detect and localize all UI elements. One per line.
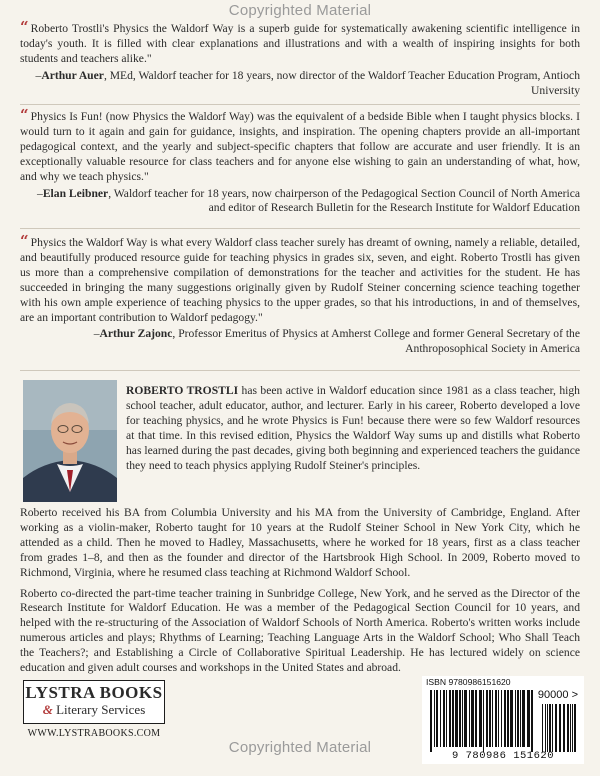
ean-digits: 9 780986 151620 [451,750,554,762]
author-portrait-image [23,380,117,502]
testimonial-quote [20,20,580,99]
testimonial-quote [20,108,580,216]
divider [20,370,580,371]
watermark-bottom: Copyrighted Material [228,739,372,756]
publisher-url: WWW.LYSTRABOOKS.COM [27,728,161,739]
quote-text: “ Physics Is Fun! (now Physics the Waldorf Way) was the equivalent of a bedside Bible when I taught physics blocks. I would turn to it again and gain for guidance, insights, and inspiration. The opening chapters provide an all-important pedagogical context, and the yearly and subject-specific chapters that follow are accurate and user friendly. It is an exceptionally valuable resource for class teachers and for anyone else wishing to gain an understanding of what, how, and why we teach physics." [20,106,580,183]
quote-attribution: –Arthur Auer, MEd, Waldorf teacher for 18 years, now director of the Waldorf Teacher Education Program, Antioch University [35,68,580,97]
quote-text: “ Physics the Waldorf Way is what every Waldorf class teacher surely has dreamt of owning, namely a reliable, detailed, and beautifully produced resource guide for teaching physics in grades six, seven, and eight. Roberto Trostli has given us more than a comprehensive compilation of demonstrations for the teacher and activities for the student. He has succeeded in bringing the many suggestions originally given by Rudolf Steiner concerning science teaching together with his own ample experience of teaching physics to the upper grades, so that his introductions, in and of themselves, are an important contribution to Waldorf pedagogy." [20,232,580,324]
quote-mark-icon: “ [20,18,29,36]
isbn-label: ISBN 9780986151620 [426,677,511,687]
bio-paragraph: ROBERTO TROSTLI has been active in Waldorf education since 1981 as a class teacher, high school teacher, adult educator, author, and lecturer. Early in his career, Roberto developed a love for teaching physics, and he wrote Physics is Fun! because there were so few Waldorf resources at that time. In this revised edition, Physics the Waldorf Way sums up and distills what Roberto has learned during the past decades, giving both beginning and experienced teachers the guidance they need to teach physics applying Rudolf Steiner's principles. [126,384,580,472]
quote-attribution: –Arthur Zajonc, Professor Emeritus of Physics at Amherst College and former General Secretary of the Anthroposophical Society in America [93,327,580,356]
divider [20,104,580,105]
author-bio [126,384,580,479]
quote-attribution: –Elan Leibner, Waldorf teacher for 18 years, now chairperson of the Pedagogical Section Council of North America and editor of Research Bulletin for the Research Institute for Waldorf Education [37,186,580,215]
bio-paragraph: Roberto co-directed the part-time teacher training in Sunbridge College, New York, and he served as the Director of the Research Institute for Waldorf Education. He was a member of the Pedagogical Section Council for 10 years, and helped with the re-structuring of the Association of Waldorf Schools of North America. Roberto's written works include numerous articles and plays; Rhythms of Learning; Teaching Language Arts in the Waldorf School; Who Shall Teach the Teachers?; and Establishing a Circle of Collaborative Spiritual Leadership. He has lectured widely on science education and given adult courses and workshops in the United States and abroad. [20,586,580,675]
quote-mark-icon: “ [20,106,29,124]
divider [20,228,580,229]
publisher-logo: LYSTRA BOOKS & Literary Services [23,680,165,724]
bio-paragraph: Roberto received his BA from Columbia University and his MA from the University of Cambridge, England. After working as a violin-maker, Roberto taught for 10 years at the Rudolf Steiner School in New York City, which he attended as a child. Then he moved to Hadley, Massachusetts, where he worked for 18 years, first as a class teacher from grades 1–8, and then as the founder and director of the Hartsbrook High School. In 2009, Roberto moved to Richmond, Virginia, where he resumed class teaching at Richmond Waldorf School. [20,506,580,579]
price-code: 90000 > [537,689,578,701]
testimonial-quote [20,234,580,357]
quote-mark-icon: “ [20,232,29,250]
author-photo [23,380,117,502]
author-bio-continued [20,506,580,682]
watermark-top: Copyrighted Material [228,2,372,19]
quote-text: “ Roberto Trostli's Physics the Waldorf Way is a superb guide for systematically awakening scientific intelligence in today's youth. It is filled with clear explanations and illustrations and with a wealth of inspiring insights for both students and teachers alike." [20,18,580,65]
